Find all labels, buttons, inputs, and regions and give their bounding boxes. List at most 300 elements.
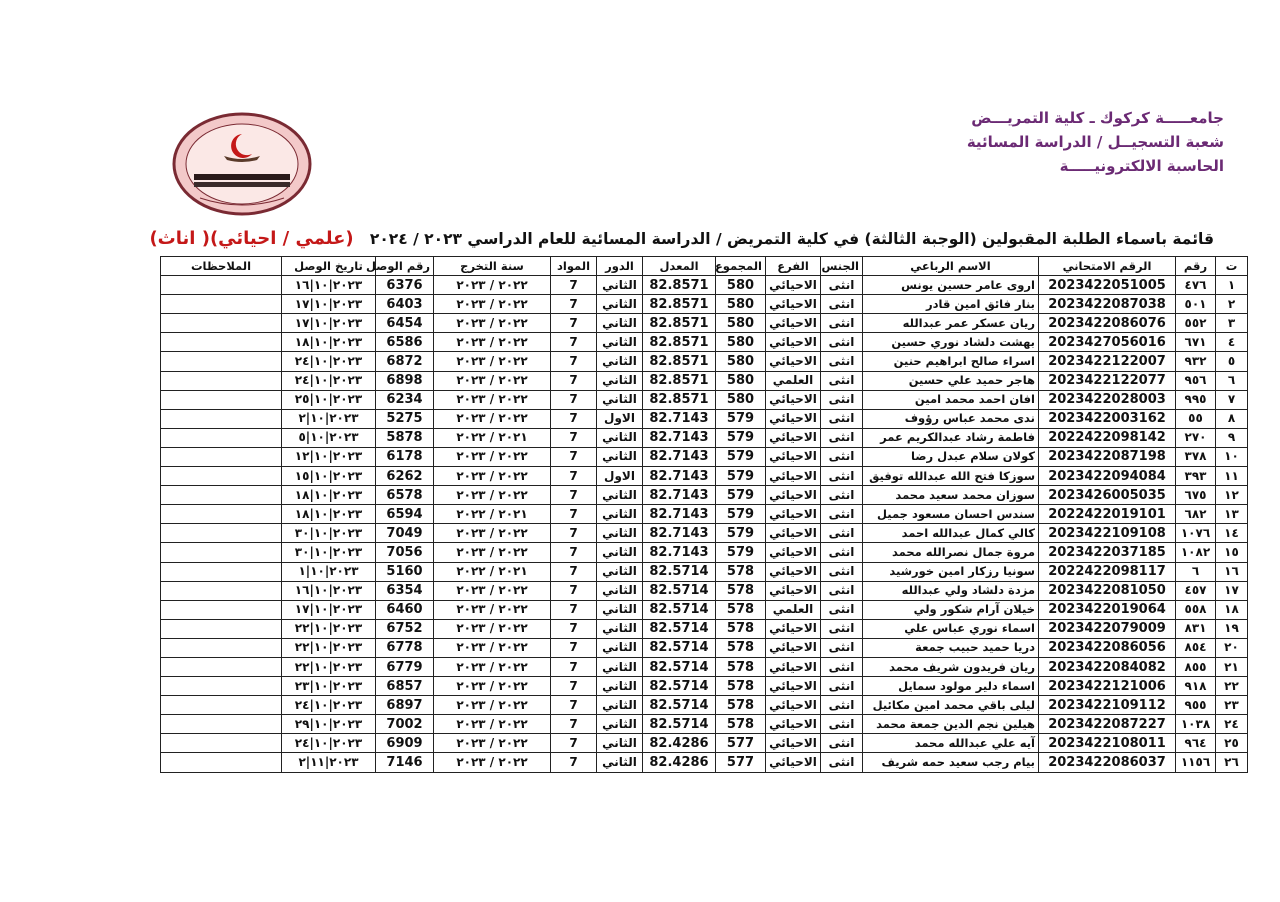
table-cell: 7002	[376, 715, 434, 734]
table-cell: ٢٠٢٣|١٠|٢٤	[282, 734, 376, 753]
table-cell: الاحيائي	[766, 734, 821, 753]
table-row	[161, 295, 1248, 314]
table-cell: ٢٧٠	[1176, 428, 1216, 447]
column-header: المعدل	[643, 257, 716, 276]
table-cell: ٢٠٢٣|١٠|١٨	[282, 486, 376, 505]
table-cell: 82.5714	[643, 638, 716, 657]
table-cell: سوزان محمد سعيد محمد	[863, 486, 1039, 505]
table-cell: انثى	[821, 333, 863, 352]
table-cell: 2023422087198	[1039, 447, 1176, 466]
table-cell: ٢٠٢٣|١٠|٢٤	[282, 696, 376, 715]
column-header: رقم	[1176, 257, 1216, 276]
table-cell: ٢٠٢٢ / ٢٠٢٣	[434, 486, 551, 505]
table-cell: ٢٠٢٣|١٠|١٨	[282, 505, 376, 524]
table-cell: 7	[551, 352, 597, 371]
table-cell: 2023422028003	[1039, 390, 1176, 409]
table-cell: 7	[551, 677, 597, 696]
table-cell: ٢٠٢٢ / ٢٠٢٣	[434, 638, 551, 657]
table-cell: كالي كمال عبدالله احمد	[863, 524, 1039, 543]
table-cell: 82.8571	[643, 390, 716, 409]
table-cell: 82.7143	[643, 447, 716, 466]
table-cell: 2023422084082	[1039, 657, 1176, 676]
table-cell: 82.8571	[643, 314, 716, 333]
column-header: الاسم الرباعي	[863, 257, 1039, 276]
table-cell: 7	[551, 390, 597, 409]
table-cell: 82.8571	[643, 295, 716, 314]
table-cell: العلمي	[766, 371, 821, 390]
table-cell: الثاني	[597, 638, 643, 657]
table-cell: الثاني	[597, 562, 643, 581]
table-cell: 2023422122077	[1039, 371, 1176, 390]
table-cell: ٢٠٢٣|١٠|٢٥	[282, 390, 376, 409]
table-cell: 579	[716, 543, 766, 562]
table-row	[161, 562, 1248, 581]
table-cell	[161, 696, 282, 715]
table-cell	[161, 543, 282, 562]
table-cell	[161, 295, 282, 314]
table-cell: 6872	[376, 352, 434, 371]
table-cell: الثاني	[597, 352, 643, 371]
table-cell: ريان عسكر عمر عبدالله	[863, 314, 1039, 333]
table-cell: ٢٠٢٣|١٠|١	[282, 562, 376, 581]
table-cell: ٢٠٢٣|١٠|١٨	[282, 333, 376, 352]
table-cell	[161, 734, 282, 753]
table-cell: 7	[551, 753, 597, 772]
title-highlight: (علمي / احيائي)( اناث)	[149, 228, 354, 249]
column-header: الرقم الامتحاني	[1039, 257, 1176, 276]
table-cell: ٥٥٨	[1176, 600, 1216, 619]
table-cell: ٢٢	[1216, 677, 1248, 696]
table-cell: 7	[551, 314, 597, 333]
table-cell: سونيا رزكار امين خورشيد	[863, 562, 1039, 581]
table-cell: 2023422122007	[1039, 352, 1176, 371]
table-cell: 2023422087038	[1039, 295, 1176, 314]
table-cell: انثى	[821, 409, 863, 428]
table-cell: ٩٥٥	[1176, 696, 1216, 715]
table-cell: 7	[551, 524, 597, 543]
table-cell	[161, 657, 282, 676]
table-cell: الثاني	[597, 295, 643, 314]
table-row	[161, 371, 1248, 390]
table-cell: انثى	[821, 428, 863, 447]
table-cell: انثى	[821, 696, 863, 715]
table-cell: 82.7143	[643, 467, 716, 486]
table-cell: انثى	[821, 600, 863, 619]
table-cell: ٥٠١	[1176, 295, 1216, 314]
table-cell: 7049	[376, 524, 434, 543]
table-cell	[161, 467, 282, 486]
table-cell: الاحيائي	[766, 619, 821, 638]
table-cell: انثى	[821, 352, 863, 371]
table-cell: 2023422086056	[1039, 638, 1176, 657]
table-cell: ٢٠٢٢ / ٢٠٢٣	[434, 447, 551, 466]
table-cell: 7056	[376, 543, 434, 562]
column-header: الملاحظات	[161, 257, 282, 276]
table-cell: 7	[551, 295, 597, 314]
table-cell: 2022422098117	[1039, 562, 1176, 581]
table-cell: 5878	[376, 428, 434, 447]
table-cell: الاحيائي	[766, 409, 821, 428]
table-cell: الثاني	[597, 619, 643, 638]
table-cell: ٢٠٢٢ / ٢٠٢٣	[434, 409, 551, 428]
table-row	[161, 467, 1248, 486]
table-cell: ريان فريدون شريف محمد	[863, 657, 1039, 676]
table-cell: الثاني	[597, 677, 643, 696]
table-cell: 7	[551, 562, 597, 581]
table-cell: الاحيائي	[766, 505, 821, 524]
table-cell: 579	[716, 467, 766, 486]
table-row	[161, 696, 1248, 715]
table-cell: 579	[716, 447, 766, 466]
table-cell: ٣	[1216, 314, 1248, 333]
table-cell: انثى	[821, 715, 863, 734]
document-title	[149, 228, 1214, 249]
table-cell: 7	[551, 619, 597, 638]
table-cell: 2023422109112	[1039, 696, 1176, 715]
column-header: المجموع	[716, 257, 766, 276]
table-row	[161, 505, 1248, 524]
table-cell: 578	[716, 562, 766, 581]
table-cell: 5160	[376, 562, 434, 581]
table-cell: الثاني	[597, 753, 643, 772]
table-cell: ٩٥٦	[1176, 371, 1216, 390]
table-cell: ٢٠٢٣|١٠|٢٤	[282, 371, 376, 390]
table-cell: ٢٥	[1216, 734, 1248, 753]
table-cell: ٢٠٢٢ / ٢٠٢٣	[434, 295, 551, 314]
table-cell: ٢٠٢٣|١٠|٢٩	[282, 715, 376, 734]
table-cell: ٣٧٨	[1176, 447, 1216, 466]
table-cell: 82.4286	[643, 734, 716, 753]
table-cell: 7	[551, 696, 597, 715]
table-cell: مزدة دلشاد ولي عبدالله	[863, 581, 1039, 600]
table-cell: 580	[716, 295, 766, 314]
column-header: المواد	[551, 257, 597, 276]
table-row	[161, 390, 1248, 409]
table-cell: الثاني	[597, 734, 643, 753]
table-cell: الاول	[597, 467, 643, 486]
table-cell	[161, 486, 282, 505]
table-cell: اسماء دلير مولود سمايل	[863, 677, 1039, 696]
table-cell: 580	[716, 314, 766, 333]
table-cell: 578	[716, 581, 766, 600]
table-cell: ٢٠٢٢ / ٢٠٢٣	[434, 276, 551, 295]
table-cell: الاحيائي	[766, 677, 821, 696]
table-cell: الاحيائي	[766, 390, 821, 409]
table-cell: ٥٥٢	[1176, 314, 1216, 333]
table-cell: ١٥	[1216, 543, 1248, 562]
table-cell: 2023422109108	[1039, 524, 1176, 543]
table-cell: الاحيائي	[766, 657, 821, 676]
table-row	[161, 543, 1248, 562]
table-cell	[161, 333, 282, 352]
table-cell: 7	[551, 600, 597, 619]
university-header	[967, 106, 1224, 178]
table-cell: 578	[716, 657, 766, 676]
table-cell: 6594	[376, 505, 434, 524]
table-row	[161, 715, 1248, 734]
table-cell: 7	[551, 543, 597, 562]
table-cell: ٢٠٢٣|١٠|٢٣	[282, 677, 376, 696]
table-cell: ١١	[1216, 467, 1248, 486]
table-cell: الاحيائي	[766, 543, 821, 562]
table-cell: الثاني	[597, 696, 643, 715]
table-row	[161, 638, 1248, 657]
table-cell: ١٨	[1216, 600, 1248, 619]
table-cell: 6752	[376, 619, 434, 638]
table-cell: سندس احسان مسعود جميل	[863, 505, 1039, 524]
table-cell: ٢٠	[1216, 638, 1248, 657]
table-cell: بنار فائق امين قادر	[863, 295, 1039, 314]
table-cell: ١٦	[1216, 562, 1248, 581]
table-cell: ٢٦	[1216, 753, 1248, 772]
table-cell: انثى	[821, 276, 863, 295]
table-cell: الاحيائي	[766, 467, 821, 486]
table-cell: 7146	[376, 753, 434, 772]
table-cell: الاحيائي	[766, 715, 821, 734]
table-cell: 579	[716, 409, 766, 428]
table-cell: ١٠٧٦	[1176, 524, 1216, 543]
table-cell: الثاني	[597, 505, 643, 524]
table-cell: ٢٠٢٣|١٠|١٢	[282, 447, 376, 466]
table-cell: ٢٠٢٢ / ٢٠٢٣	[434, 619, 551, 638]
table-cell: هيلين نجم الدين جمعة محمد	[863, 715, 1039, 734]
table-cell: ٢٠٢٢ / ٢٠٢٣	[434, 467, 551, 486]
table-cell: ٢٠٢٣|١٠|١٧	[282, 295, 376, 314]
table-cell: ٢٠٢٢ / ٢٠٢٣	[434, 390, 551, 409]
table-cell: الثاني	[597, 524, 643, 543]
column-header: الجنس	[821, 257, 863, 276]
department-name: شعبة التسجيــل / الدراسة المسائية	[966, 133, 1224, 151]
table-cell: 7	[551, 333, 597, 352]
table-cell: 82.5714	[643, 600, 716, 619]
table-cell: انثى	[821, 657, 863, 676]
table-cell: 6898	[376, 371, 434, 390]
table-cell: الثاني	[597, 333, 643, 352]
table-cell	[161, 409, 282, 428]
table-cell: ٢٠٢٣|١١|٢	[282, 753, 376, 772]
table-cell	[161, 715, 282, 734]
table-cell	[161, 638, 282, 657]
table-row	[161, 581, 1248, 600]
table-cell: ٤٥٧	[1176, 581, 1216, 600]
table-cell: ٢٠٢٢ / ٢٠٢٣	[434, 677, 551, 696]
table-cell: اسماء نوري عباس علي	[863, 619, 1039, 638]
table-cell: 2023422086037	[1039, 753, 1176, 772]
table-row	[161, 734, 1248, 753]
table-cell	[161, 562, 282, 581]
table-cell: انثى	[821, 295, 863, 314]
table-cell: 82.7143	[643, 543, 716, 562]
table-cell: الاحيائي	[766, 447, 821, 466]
table-cell: ندى محمد عباس رؤوف	[863, 409, 1039, 428]
table-cell: ٩	[1216, 428, 1248, 447]
table-cell: 82.5714	[643, 677, 716, 696]
table-cell: 580	[716, 390, 766, 409]
table-cell: ٦٧٥	[1176, 486, 1216, 505]
table-cell: 2022422098142	[1039, 428, 1176, 447]
table-cell: انثى	[821, 619, 863, 638]
table-cell: 6178	[376, 447, 434, 466]
table-cell: 2023422087227	[1039, 715, 1176, 734]
table-cell: 7	[551, 409, 597, 428]
table-cell: 578	[716, 600, 766, 619]
table-cell: ١٤	[1216, 524, 1248, 543]
table-cell: 2022422019101	[1039, 505, 1176, 524]
table-cell	[161, 276, 282, 295]
table-row	[161, 657, 1248, 676]
table-cell: الاحيائي	[766, 486, 821, 505]
table-cell: كولان سلام عبدل رضا	[863, 447, 1039, 466]
table-cell: 7	[551, 715, 597, 734]
table-cell: انثى	[821, 447, 863, 466]
table-cell	[161, 352, 282, 371]
table-row	[161, 600, 1248, 619]
table-cell: ٢٠٢٢ / ٢٠٢٣	[434, 314, 551, 333]
table-cell: ٢٠٢٣|١٠|٢٢	[282, 638, 376, 657]
table-header-row	[161, 257, 1248, 276]
table-cell: ٢٠٢٢ / ٢٠٢٣	[434, 753, 551, 772]
table-row	[161, 333, 1248, 352]
table-cell: 577	[716, 753, 766, 772]
table-cell: ١٠٣٨	[1176, 715, 1216, 734]
table-cell: ١٧	[1216, 581, 1248, 600]
table-row	[161, 352, 1248, 371]
table-cell	[161, 600, 282, 619]
table-cell: 7	[551, 467, 597, 486]
table-cell: الثاني	[597, 543, 643, 562]
table-cell: انثى	[821, 314, 863, 333]
table-cell: انثى	[821, 390, 863, 409]
column-header: ت	[1216, 257, 1248, 276]
table-cell: 2023422003162	[1039, 409, 1176, 428]
table-cell: الاحيائي	[766, 276, 821, 295]
table-cell: 6454	[376, 314, 434, 333]
table-cell: 7	[551, 371, 597, 390]
table-cell: انثى	[821, 543, 863, 562]
table-cell: 6779	[376, 657, 434, 676]
table-cell: ٨	[1216, 409, 1248, 428]
table-cell: ٢٠٢٣|١٠|٢٢	[282, 657, 376, 676]
table-cell: الاحيائي	[766, 581, 821, 600]
table-cell: 7	[551, 581, 597, 600]
table-cell	[161, 390, 282, 409]
table-cell: اسراء صالح ابراهيم حنين	[863, 352, 1039, 371]
table-row	[161, 677, 1248, 696]
table-cell: 6460	[376, 600, 434, 619]
table-cell: 6778	[376, 638, 434, 657]
table-cell: ١٢	[1216, 486, 1248, 505]
table-cell: 580	[716, 352, 766, 371]
table-cell: 6354	[376, 581, 434, 600]
table-cell: 2023426005035	[1039, 486, 1176, 505]
table-cell: 6262	[376, 467, 434, 486]
table-cell: اروى عامر حسين يونس	[863, 276, 1039, 295]
university-college-name: جامعـــــة كركوك ـ كلية التمريـــض	[971, 109, 1224, 127]
table-row	[161, 524, 1248, 543]
column-header: الفرع	[766, 257, 821, 276]
table-cell: 580	[716, 371, 766, 390]
table-cell: 579	[716, 524, 766, 543]
table-cell: ٢٠٢١ / ٢٠٢٢	[434, 562, 551, 581]
table-cell: انثى	[821, 524, 863, 543]
table-cell	[161, 581, 282, 600]
column-header: الدور	[597, 257, 643, 276]
table-cell: ٩١٨	[1176, 677, 1216, 696]
table-cell: 2023422037185	[1039, 543, 1176, 562]
table-cell: الاحيائي	[766, 524, 821, 543]
table-cell: 82.8571	[643, 371, 716, 390]
table-row	[161, 753, 1248, 772]
table-cell: 579	[716, 486, 766, 505]
table-cell: ٨٥٥	[1176, 657, 1216, 676]
table-cell: 82.5714	[643, 619, 716, 638]
table-cell: آيه علي عبدالله محمد	[863, 734, 1039, 753]
table-cell: ٢٠٢٢ / ٢٠٢٣	[434, 600, 551, 619]
table-cell: الثاني	[597, 600, 643, 619]
table-cell: 82.8571	[643, 352, 716, 371]
table-cell: ٢٠٢٣|١٠|٢٢	[282, 619, 376, 638]
table-cell: الثاني	[597, 486, 643, 505]
table-cell: الثاني	[597, 715, 643, 734]
table-row	[161, 428, 1248, 447]
table-row	[161, 314, 1248, 333]
table-cell: الثاني	[597, 428, 643, 447]
table-cell: ١٣	[1216, 505, 1248, 524]
table-cell: 82.5714	[643, 562, 716, 581]
table-cell: ١٠	[1216, 447, 1248, 466]
table-cell: ٦	[1216, 371, 1248, 390]
table-cell: ٩٦٤	[1176, 734, 1216, 753]
table-cell: ٢٠٢٢ / ٢٠٢٣	[434, 333, 551, 352]
table-cell: 6234	[376, 390, 434, 409]
table-cell: ٥٥	[1176, 409, 1216, 428]
table-cell: الثاني	[597, 314, 643, 333]
table-cell: 579	[716, 505, 766, 524]
table-cell: 5275	[376, 409, 434, 428]
table-cell: 6909	[376, 734, 434, 753]
table-cell	[161, 524, 282, 543]
table-cell: 578	[716, 677, 766, 696]
table-cell: الاحيائي	[766, 295, 821, 314]
table-cell: 7	[551, 276, 597, 295]
table-cell: ٢٠٢٢ / ٢٠٢٣	[434, 543, 551, 562]
table-cell	[161, 447, 282, 466]
table-cell: ٦	[1176, 562, 1216, 581]
table-cell: ٢٠٢٣|١٠|٢٤	[282, 352, 376, 371]
table-cell: الاحيائي	[766, 352, 821, 371]
table-cell: انثى	[821, 581, 863, 600]
table-cell	[161, 371, 282, 390]
table-cell: 2023422019064	[1039, 600, 1176, 619]
table-cell: 6897	[376, 696, 434, 715]
table-cell: 578	[716, 638, 766, 657]
table-cell: 2023422081050	[1039, 581, 1176, 600]
table-row	[161, 409, 1248, 428]
table-cell: الثاني	[597, 371, 643, 390]
table-cell: 580	[716, 276, 766, 295]
table-cell: 82.5714	[643, 696, 716, 715]
table-cell: ٢٠٢٣|١٠|٢	[282, 409, 376, 428]
table-cell: ٢٠٢٣|١٠|١٥	[282, 467, 376, 486]
table-cell: 2023427056016	[1039, 333, 1176, 352]
table-cell	[161, 677, 282, 696]
table-cell: ٨٥٤	[1176, 638, 1216, 657]
table-cell: ٢٠٢١ / ٢٠٢٢	[434, 505, 551, 524]
table-cell: الاحيائي	[766, 562, 821, 581]
table-cell: 82.7143	[643, 486, 716, 505]
table-cell: ٢٠٢١ / ٢٠٢٢	[434, 428, 551, 447]
column-header: تاريخ الوصل	[282, 257, 376, 276]
